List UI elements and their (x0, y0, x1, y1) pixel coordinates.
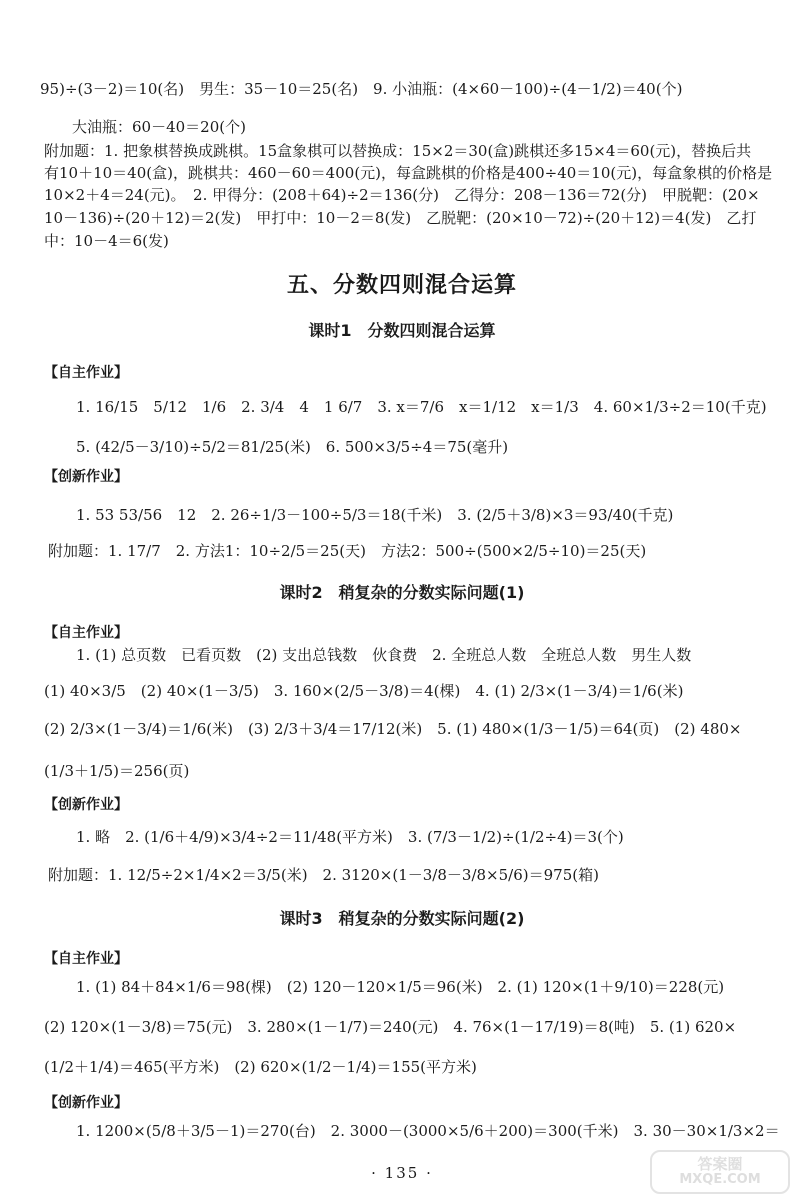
lesson1-title: 课时1 分数四则混合运算 (308, 321, 496, 340)
answer-line: 1. 1200×(5/8＋3/5－1)＝270(台) 2. 3000－(3000×5/6＋200)＝300(千米) 3. 30－30×1/3×2＝ (76, 1122, 780, 1140)
text-line: 有10＋10＝40(盒)，跳棋共：460－60＝400(元)，每盒跳棋的价格是400÷40＝10(元)，每盒象棋的价格是 (44, 164, 773, 182)
answer-line: (2) 120×(1－3/8)＝75(元) 3. 280×(1－1/7)＝240(元) 4. 76×(1－17/19)＝8(吨) 5. (1) 620× (44, 1018, 737, 1036)
answer-line: 1. (1) 总页数 已看页数 (2) 支出总钱数 伙食费 2. 全班总人数 全班总人数 男生人数 (76, 646, 692, 664)
text-line: 大油瓶：60－40＝20(个) (72, 118, 246, 136)
zizhu-label: 【自主作业】 (44, 365, 128, 381)
chapter-title: 五、分数四则混合运算 (286, 273, 517, 298)
page-number: · 135 · (371, 1164, 433, 1182)
answer-line: 1. (1) 84＋84×1/6＝98(棵) (2) 120－120×1/5＝96(米) 2. (1) 120×(1＋9/10)＝228(元) (76, 978, 725, 996)
fujia-line: 附加题：1. 12/5÷2×1/4×2＝3/5(米) 2. 3120×(1－3/8－3/8×5/6)＝975(箱) (48, 866, 599, 884)
watermark-top: 答案圈 (697, 1155, 743, 1173)
text-line: 95)÷(3－2)＝10(名) 男生：35－10＝25(名) 9. 小油瓶：(4×60－100)÷(4－1/2)＝40(个) (40, 80, 683, 98)
chuangxin-label: 【创新作业】 (44, 469, 128, 485)
answer-line: (2) 2/3×(1－3/4)＝1/6(米) (3) 2/3＋3/4＝17/12(米) 5. (1) 480×(1/3－1/5)＝64(页) (2) 480× (44, 720, 742, 738)
answer-line: (1/3＋1/5)＝256(页) (44, 762, 190, 780)
answer-line: 1. 16/15 5/12 1/6 2. 3/4 4 1 6/7 3. x＝7/6 x＝1/12 x＝1/3 4. 60×1/3÷2＝10(千克) (76, 398, 767, 416)
watermark-bottom: MXQE.COM (679, 1172, 761, 1187)
answer-line: 1. 53 53/56 12 2. 26÷1/3－100÷5/3＝18(千米) 3. (2/5＋3/8)×3＝93/40(千克) (76, 506, 674, 524)
answer-line: (1/2＋1/4)＝465(平方米) (2) 620×(1/2－1/4)＝155(平方米) (44, 1058, 477, 1076)
zizhu-label: 【自主作业】 (44, 625, 128, 641)
zizhu-label: 【自主作业】 (44, 951, 128, 967)
text-line: 附加题：1. 把象棋替换成跳棋。15盒象棋可以替换成：15×2＝30(盒)跳棋还多15×4＝60(元)，替换后共 (44, 142, 752, 160)
lesson2-title: 课时2 稍复杂的分数实际问题(1) (279, 583, 525, 602)
text-line: 10－136)÷(20＋12)＝2(发) 甲打中：10－2＝8(发) 乙脱靶：(20×10－72)÷(20＋12)＝4(发) 乙打 (44, 209, 757, 227)
text-line: 10×2＋4＝24(元)。 2. 甲得分：(208＋64)÷2＝136(分) 乙得分：208－136＝72(分) 甲脱靶：(20× (44, 186, 760, 204)
chuangxin-label: 【创新作业】 (44, 1095, 128, 1111)
answer-line: (1) 40×3/5 (2) 40×(1－3/5) 3. 160×(2/5－3/8)＝4(棵) 4. (1) 2/3×(1－3/4)＝1/6(米) (44, 682, 684, 700)
text-line: 中：10－4＝6(发) (44, 232, 169, 250)
answer-line: 5. (42/5－3/10)÷5/2＝81/25(米) 6. 500×3/5÷4＝75(毫升) (76, 438, 509, 456)
watermark-logo (650, 1150, 790, 1194)
lesson3-title: 课时3 稍复杂的分数实际问题(2) (279, 909, 525, 928)
answer-line: 1. 略 2. (1/6＋4/9)×3/4÷2＝11/48(平方米) 3. (7/3－1/2)÷(1/2÷4)＝3(个) (76, 828, 624, 846)
chuangxin-label: 【创新作业】 (44, 797, 128, 813)
fujia-line: 附加题：1. 17/7 2. 方法1：10÷2/5＝25(天) 方法2：500÷(500×2/5÷10)＝25(天) (48, 542, 647, 560)
